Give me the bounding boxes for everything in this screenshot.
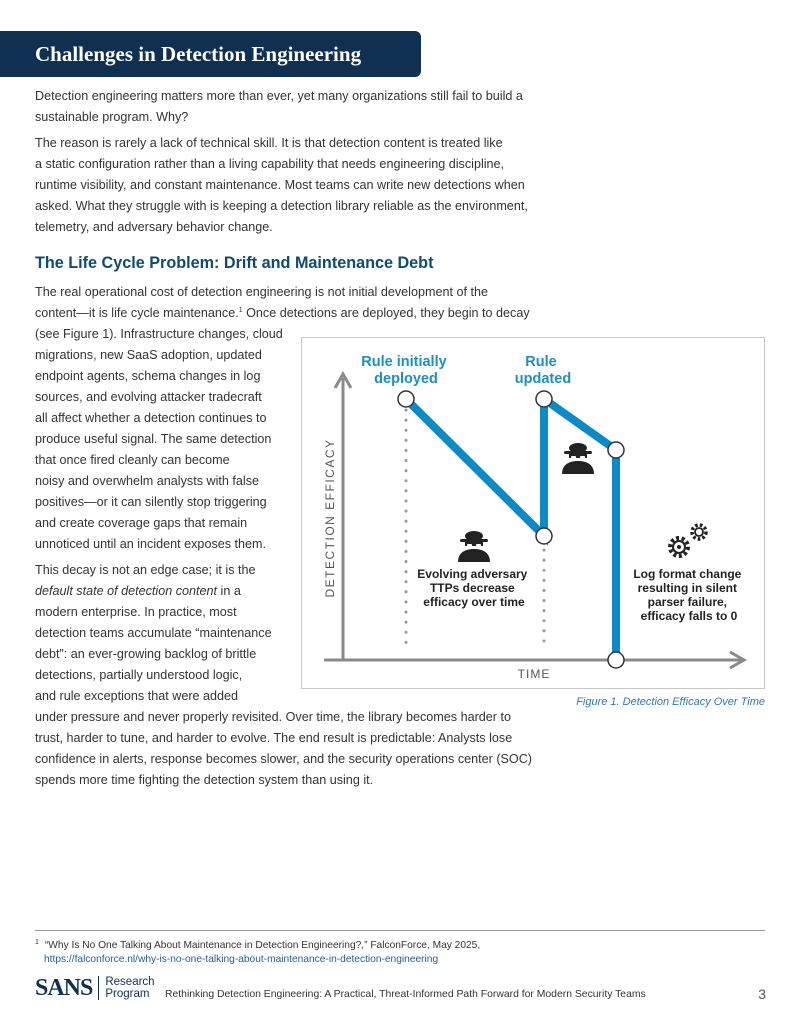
text-span: Once detections are deployed, they begin to decay xyxy=(242,306,530,320)
marker-zero xyxy=(608,652,624,668)
label-line: Rule xyxy=(525,354,557,370)
footnote xyxy=(35,939,480,967)
text-line: unnoticed until an incident exposes them. xyxy=(35,537,267,551)
hacker-icon xyxy=(562,443,594,474)
text-line: that once fired cleanly can become xyxy=(35,453,230,467)
x-axis-label: TIME xyxy=(517,667,551,681)
text-line: sustainable program. Why? xyxy=(35,110,189,124)
text-span: content—it is life cycle maintenance. xyxy=(35,306,239,320)
marker-deployed xyxy=(398,391,414,407)
footnote-text: “Why Is No One Talking About Maintenance in Detection Engineering?,” FalconForce, May 2025, xyxy=(44,940,481,951)
intro-paragraph-2 xyxy=(35,133,528,238)
text-line: (see Figure 1). Infrastructure changes, cloud xyxy=(35,327,283,341)
label-line: updated xyxy=(514,371,572,387)
section-heading: The Life Cycle Problem: Drift and Maintenance Debt xyxy=(35,254,434,272)
text-line xyxy=(35,303,530,324)
text-line: positives—or it can silently stop triggering xyxy=(35,495,267,509)
label-line: TTPs decrease xyxy=(429,581,515,595)
logo-research: Research xyxy=(105,976,155,988)
text-line: Detection engineering matters more than ever, yet many organizations still fail to build a xyxy=(35,89,523,103)
text-line: confidence in alerts, response becomes slower, and the security operations center (SOC) xyxy=(35,752,533,766)
efficacy-diagram xyxy=(302,338,764,688)
label-rule-updated xyxy=(515,354,571,387)
text-line: This decay is not an edge case; it is the xyxy=(35,563,256,577)
label-line: Rule initially xyxy=(361,354,447,370)
footer-title: Rethinking Detection Engineering: A Practical, Threat-Informed Path Forward for Modern Security Teams xyxy=(165,989,646,1000)
label-line: Log format change xyxy=(633,567,742,581)
page-number: 3 xyxy=(758,986,766,1002)
text-line: and create coverage gaps that remain xyxy=(35,516,248,530)
text-line: detection teams accumulate “maintenance xyxy=(35,626,272,640)
text-line: endpoint agents, schema changes in log xyxy=(35,369,261,383)
label-line: deployed xyxy=(374,371,438,387)
text-line: trust, harder to tune, and harder to evolve. The end result is predictable: Analysts lose xyxy=(35,731,513,745)
efficacy-line xyxy=(406,399,616,660)
marker-decayed xyxy=(536,528,552,544)
text-line: telemetry, and adversary behavior change. xyxy=(35,220,273,234)
text-line: asked. What they struggle with is keeping a detection library reliable as the environment, xyxy=(35,199,528,213)
text-line: a static configuration rather than a living capability that needs engineering discipline, xyxy=(35,157,505,171)
banner-title: Challenges in Detection Engineering xyxy=(35,42,362,66)
label-rule-deployed xyxy=(361,354,450,387)
footnote-number: 1 xyxy=(35,938,39,946)
sans-research-logo xyxy=(35,975,155,1001)
intro-paragraph-1 xyxy=(35,86,523,128)
emphasis-text: default state of detection content xyxy=(35,584,218,598)
label-line: resulting in silent xyxy=(637,581,738,595)
hacker-icon xyxy=(458,531,490,562)
text-line: debt”: an ever-growing backlog of brittle xyxy=(35,647,257,661)
label-line: Evolving adversary xyxy=(417,567,528,581)
text-line: modern enterprise. In practice, most xyxy=(35,605,237,619)
footnote-divider xyxy=(35,930,765,931)
text-span: in a xyxy=(217,584,241,598)
text-line: The real operational cost of detection engineering is not initial development of the xyxy=(35,285,488,299)
marker-updated xyxy=(536,391,552,407)
section-banner xyxy=(0,31,421,77)
text-line: The reason is rarely a lack of technical skill. It is that detection content is treated like xyxy=(35,136,503,150)
label-line: efficacy falls to 0 xyxy=(640,609,738,623)
text-line: noisy and overwhelm analysts with false xyxy=(35,474,259,488)
y-axis-label: DETECTION EFFICACY xyxy=(323,438,337,598)
text-line: and rule exceptions that were added xyxy=(35,689,239,703)
logo-sans: SANS xyxy=(35,975,93,1001)
figure-detection-efficacy xyxy=(301,337,765,689)
footnote-link[interactable]: https://falconforce.nl/why-is-no-one-talking-about-maintenance-in-detection-engineering xyxy=(44,954,439,965)
marker-format-change xyxy=(608,442,624,458)
logo-divider xyxy=(98,976,99,1000)
text-line: all affect whether a detection continues to xyxy=(35,411,267,425)
label-line: efficacy over time xyxy=(423,595,525,609)
logo-research-program xyxy=(105,976,154,1000)
text-line: sources, and evolving attacker tradecraft xyxy=(35,390,262,404)
text-line: detections, partially understood logic, xyxy=(35,668,243,682)
figure-caption: Figure 1. Detection Efficacy Over Time xyxy=(576,696,765,708)
label-line: parser failure, xyxy=(647,595,728,609)
text-line: runtime visibility, and constant maintenance. Most teams can write new detections when xyxy=(35,178,525,192)
text-line: spends more time fighting the detection system than using it. xyxy=(35,773,374,787)
label-log-format-change xyxy=(633,567,744,623)
footnote-reference[interactable]: 1 xyxy=(238,306,243,314)
text-line: produce useful signal. The same detection xyxy=(35,432,272,446)
logo-program: Program xyxy=(105,988,150,1000)
text-line: migrations, new SaaS adoption, updated xyxy=(35,348,262,362)
text-line: under pressure and never properly revisited. Over time, the library becomes harder to xyxy=(35,710,511,724)
gears-icon xyxy=(670,525,706,556)
label-evolving-ttps xyxy=(417,567,530,609)
